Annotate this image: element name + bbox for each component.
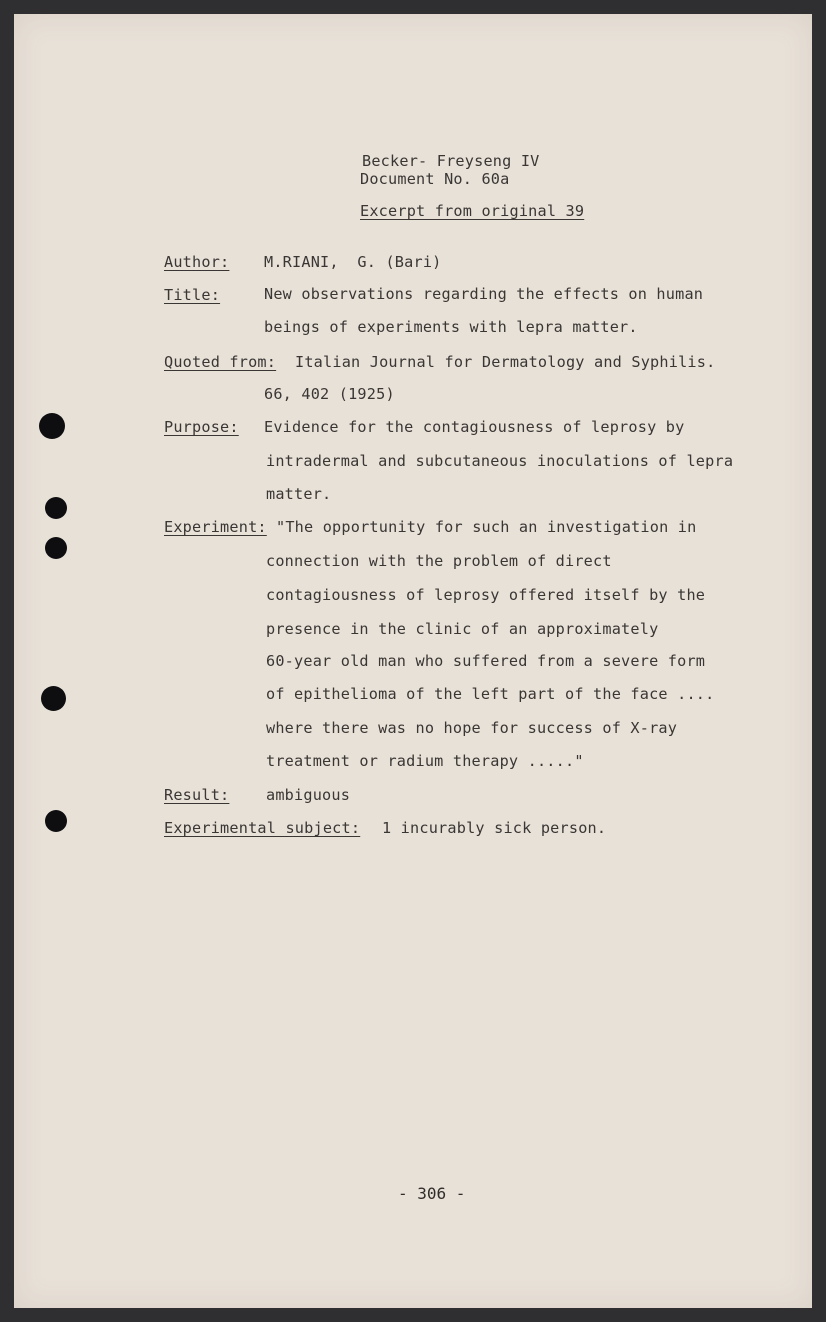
experiment-line: of epithelioma of the left part of the face .... [266,685,715,703]
result-label: Result: [164,786,230,804]
experiment-line: where there was no hope for success of X-ray [266,719,678,737]
author-label: Author: [164,253,230,271]
purpose-label: Purpose: [164,418,239,436]
purpose-line: intradermal and subcutaneous inoculations of lepra [266,452,734,470]
subject-label: Experimental subject: [164,819,361,837]
experiment-label: Experiment: [164,518,267,536]
author-value: M.RIANI, G. (Bari) [264,253,442,271]
punch-hole [39,413,65,439]
punch-hole [45,810,67,832]
experiment-line: treatment or radium therapy ....." [266,752,584,770]
excerpt-heading: Excerpt from original 39 [360,202,585,220]
experiment-line: presence in the clinic of an approximately [266,620,659,638]
document-series: Becker- Freyseng IV [362,152,540,170]
title-label: Title: [164,286,221,304]
title-line: New observations regarding the effects on human [264,285,704,303]
subject-value: 1 incurably sick person. [382,819,607,837]
title-line: beings of experiments with lepra matter. [264,318,638,336]
purpose-line: Evidence for the contagiousness of leprosy by [264,418,685,436]
punch-hole [41,686,66,711]
punch-hole [45,537,67,559]
experiment-line: connection with the problem of direct [266,552,612,570]
quoted-line: Italian Journal for Dermatology and Syphilis. [295,353,716,371]
punch-hole [45,497,67,519]
document-page [14,14,812,1308]
document-number: Document No. 60a [360,170,510,188]
experiment-line: 60-year old man who suffered from a severe form [266,652,706,670]
quoted-line: 66, 402 (1925) [264,385,395,403]
experiment-line: "The opportunity for such an investigation in [276,518,697,536]
page-number: - 306 - [398,1184,466,1203]
purpose-line: matter. [266,485,332,503]
experiment-line: contagiousness of leprosy offered itself by the [266,586,706,604]
result-value: ambiguous [266,786,351,804]
quoted-label: Quoted from: [164,353,277,371]
